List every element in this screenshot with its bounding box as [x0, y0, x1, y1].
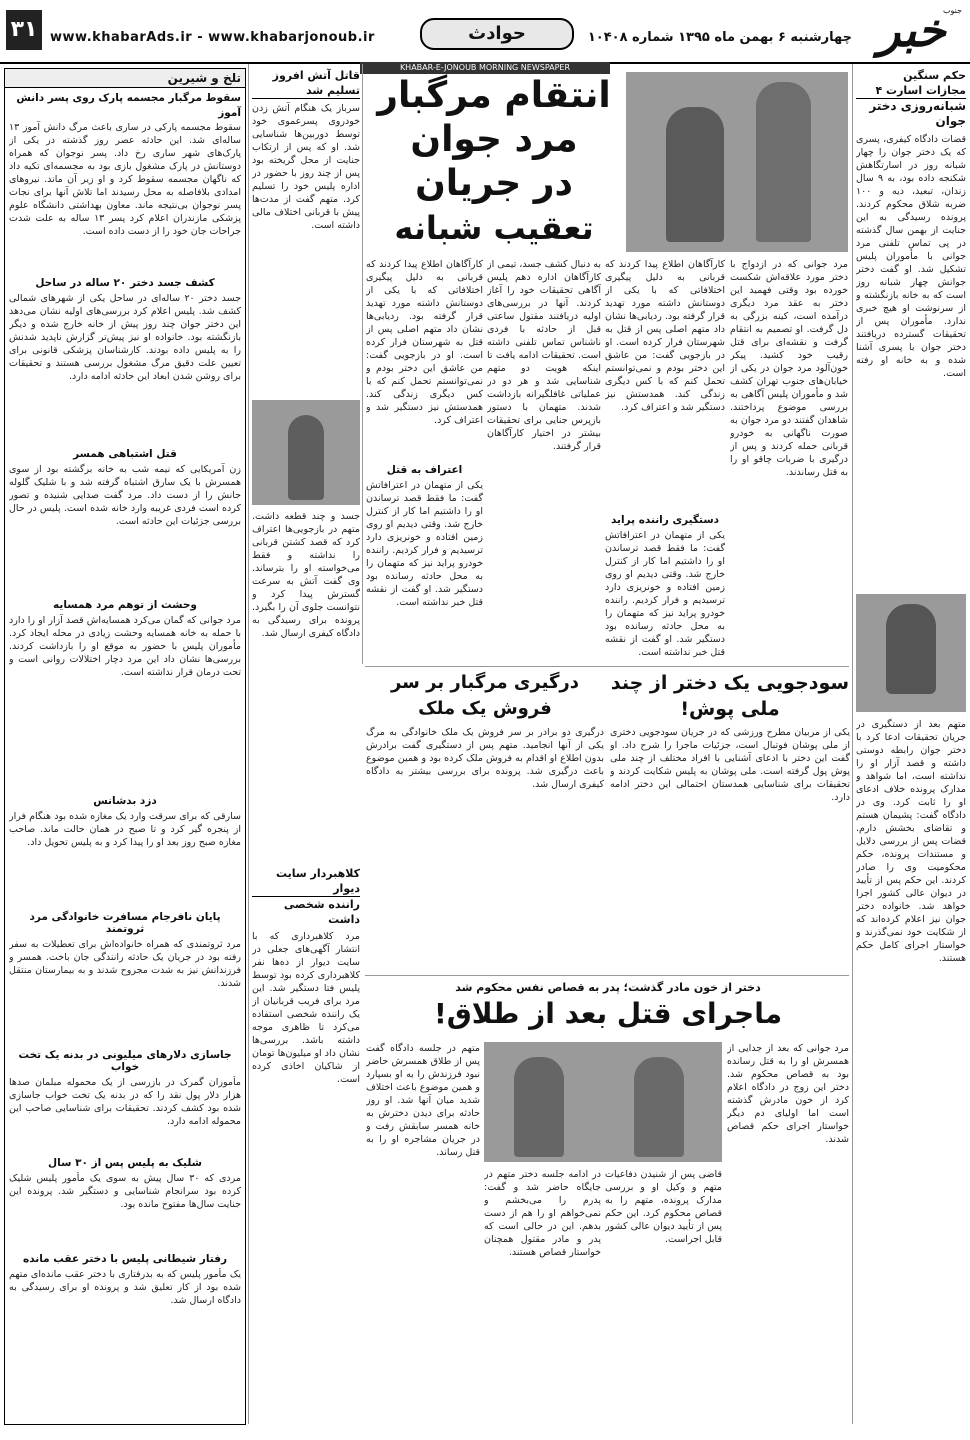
dateline: چهارشنبه ۶ بهمن ماه ۱۳۹۵ شماره ۱۰۴۰۸ — [587, 30, 852, 45]
logo-subtitle: جنوب — [942, 6, 962, 15]
brief-body: مرد جوانی که گمان می‌کرد همسایه‌اش قصد آزار او را دارد با حمله به خانه همسایه وحشت زیادی در محله ایجاد کرد. مأموران پلیس با حضور به موقع او را بازداشت کردند. بررسی‌ها نشان داد این مرد دچار اختلالات روانی است و تحت درمان قرار نداشته است. — [9, 615, 241, 678]
main-subhead: اعتراف به قتل — [386, 464, 463, 476]
brief-headline: پایان نافرجام مسافرت خانوادگی مرد ثروتمند — [29, 911, 221, 935]
main-headline-line: انتقام مرگبار — [377, 75, 611, 116]
horizontal-rule — [365, 666, 849, 667]
main-body-text: کارآگاهان اطلاع پیدا کردند که قربانی به دلیل پیگیری اختلافاتی که با یکی از دوستانش داشته مورد تهدید قرار گرفته بود. ردیابی‌ها نشان داد متهم اصلی پس از قتل به شهرستان فرار کرده است. او در بازجویی گفت: من عاشق این دختر بودم و نمی‌توانستم تحمل کنم که با کس دیگری زندگی کند. همدستش نیز دستگیر شد و اعتراف کرد. — [605, 259, 725, 413]
dargiri-story — [366, 670, 604, 970]
brief-body: مردی که ۳۰ سال پیش به سوی یک مأمور پلیس شلیک کرده بود سرانجام شناسایی و دستگیر شد. پرونده این جنایت سال‌ها مفتوح مانده بود. — [9, 1173, 241, 1210]
right-headline: شبانه‌روزی دختر جوان — [869, 99, 966, 128]
right-body-2: متهم بعد از دستگیری در جریان تحقیقات ادعا کرد با دختر جوان رابطه دوستی داشته و قصد آزار او را نداشته است، اما شواهد و مدارک پرونده خلاف ادعای او را ثابت کرد. وی در دادگاه گفت: پشیمان هستم و تقاضای بخشش دارم. قضات پس از بررسی دلایل و مستندات پرونده، حکم محکومیت وی را صادر کردند. این حکم پس از تأیید در دیوان عالی کشور اجرا خواهد شد. خانواده دختر جوان نیز اعلام کرده‌اند که از شکایت خود نمی‌گذرند و خواستار اجرای کامل حکم هستند. — [856, 719, 966, 964]
brief-body: مأموران گمرک در بازرسی از یک محموله مبلمان صدها هزار دلار پول نقد را که در بدنه یک تخت خواب جاسازی شده بود کشف کردند. تحقیقات برای شناسایی صاحب این محموله ادامه دارد. — [9, 1077, 241, 1127]
sodjooyi-story — [610, 670, 850, 970]
talagh-body: در ادامه جلسه دختر متهم در جایگاه حاضر شد و گفت: پدرم را می‌بخشم و نمی‌خواهم او را هم از دست بدهم. این در حالی است که پدر و مادر مقتول همچنان خواستار قصاص هستند. — [484, 1169, 601, 1258]
main-headline-line: مرد جوان — [410, 119, 578, 160]
suspects-photo — [626, 72, 848, 252]
suspect-photo — [252, 400, 360, 505]
court-figure — [634, 1057, 684, 1157]
suspect-figure — [666, 107, 724, 242]
newspaper-logo: خبر — [878, 3, 946, 57]
main-body-col: به دنبال کشف جسد، تیمی از کارآگاهان اداره دهم پلیس آگاهی تحقیقات خود را آغاز کردند. آنها در بررسی‌های اولیه دریافتند مقتول ساعتی قبل از حادثه با فردی ناشناس تماس تلفنی داشته است. تحقیقات ادامه یافت تا اینکه هویت دو متهم شناسایی شد و هر دو در عملیاتی غافلگیرانه بازداشت شدند. متهمان با دستور بازپرس جنایی برای تحقیقات بیشتر در اختیار کارآگاهان قرار گرفتند. — [487, 259, 601, 452]
main-headline-line: تعقیب شبانه — [394, 209, 594, 247]
brief-headline: شلیک به پلیس پس از ۳۰ سال — [48, 1157, 202, 1169]
main-subhead: دستگیری راننده پراید — [610, 514, 720, 526]
court-photo — [484, 1042, 722, 1162]
talagh-headline: ماجرای قتل بعد از طلاق! — [433, 997, 783, 1030]
page-number: ۳۱ — [6, 10, 42, 50]
column-rule — [852, 64, 853, 1424]
masthead — [0, 0, 970, 64]
fire-story-headline-2: تسلیم شد — [252, 83, 360, 99]
english-band: KHABAR-E-JONOUB MORNING NEWSPAPER — [360, 62, 610, 74]
section-title: حوادث — [420, 18, 574, 50]
prisoner-photo — [856, 594, 966, 712]
divar-headline: کلاهبردار سایت دیوار — [252, 866, 360, 897]
briefs-column — [4, 68, 246, 1425]
talagh-header — [366, 980, 850, 1040]
brief-body: مرد ثروتمندی که همراه خانواده‌اش برای تعطیلات به سفر رفته بود در جریان یک حادثه رانندگی جان باخت. همسر و فرزندانش نیز به شدت مجروح شدند و به بیمارستان منتقل شدند. — [9, 939, 241, 989]
brief-headline: رفتار شیطانی پلیس با دختر عقب مانده — [23, 1253, 227, 1265]
right-kicker-2: مجازات اسارت ۴ — [856, 83, 966, 99]
talagh-body: قاضی پس از شنیدن دفاعیات متهم و وکیل او و بررسی مدارک پرونده، متهم را به قصاص محکوم کرد. این حکم پس از تأیید دیوان عالی کشور قابل اجراست. — [605, 1169, 722, 1245]
column-rule — [362, 64, 363, 664]
brief-body: یک مأمور پلیس که به بدرفتاری با دختر عقب مانده‌ای متهم شده بود از کار تعلیق شد و پرونده او برای رسیدگی به دادگاه ارسال شد. — [9, 1269, 241, 1306]
brief-headline: قتل اشتباهی همسر — [73, 448, 177, 460]
website-urls: www.khabarAds.ir - www.khabarjonoub.ir — [50, 30, 375, 45]
court-figure — [514, 1057, 564, 1157]
right-kicker: حکم سنگین — [903, 69, 966, 82]
suspect-figure — [756, 82, 811, 242]
seated-figure — [886, 604, 936, 694]
main-headline — [366, 74, 622, 252]
talagh-body: متهم در جلسه دادگاه گفت پس از طلاق همسرش حاضر نبود فرزندش را به او بسپارد و همین موضوع باعث اختلاف شدید میان آنها شد. او روز حادثه برای دیدن دخترش به خانه همسر سابقش رفت و در جریان مشاجره او را به قتل رساند. — [366, 1043, 480, 1158]
fire-story-body: سرباز یک هنگام آتش زدن خودروی پسرعموی خود توسط دوربین‌ها شناسایی شد. او که پس از ارتکاب جنایت از محل گریخته بود پس از چند روز با حضور در اداره پلیس خود را تسلیم کرد. متهم گفت از مدت‌ها پیش با قربانی اختلاف مالی داشته است. — [252, 103, 360, 231]
brief-body: جسد دختر ۲۰ ساله‌ای در ساحل یکی از شهرهای شمالی کشف شد. پلیس اعلام کرد بررسی‌های اولیه نشان می‌دهد این دختر جوان چند روز پیش از خانه خارج شده و دیگر بازنگشته بود. خانواده او نیز پیش‌تر گزارش ناپدید شدنش را به پلیس داده بودند. کارشناسان پزشکی قانونی برای تعیین علت دقیق مرگ مشغول بررسی هستند و تحقیقات برای روشن شدن ابعاد این حادثه ادامه دارد. — [9, 293, 241, 382]
main-body-text: یکی از متهمان در اعترافاتش گفت: ما فقط قصد ترساندن او را داشتیم اما کار از کنترل خارج شد. وقتی دیدیم او روی زمین افتاده و خونریزی دارد ترسیدیم و فرار کردیم. راننده خودرو پراید نیز که متهمان را به محل حادثه رسانده بود دستگیر شد. او گفت از نقشه قتل خبر نداشته است. — [366, 480, 483, 608]
divar-story — [252, 866, 360, 1422]
fire-story-headline: قاتل آتش افروز — [272, 69, 360, 82]
fire-story-body-2: جسد و چند قطعه داشت. متهم در بازجویی‌ها اعتراف کرد که قصد کشتن قربانی را نداشته و فقط می‌خواسته او را بترساند. وی گفت آتش به سرعت گسترش پیدا کرد و نتوانست جلوی آن را بگیرد. پرونده برای رسیدگی به دادگاه کیفری ارسال شد. — [252, 511, 360, 639]
brief-body: سقوط مجسمه پارکی در ساری باعث مرگ دانش آموز ۱۳ ساله‌ای شد. این حادثه عصر روز گذشته در یکی از پارک‌های شهر ساری رخ داد. پسر نوجوان که همراه دوستانش در پارک مشغول بازی بود به مجسمه‌ای تکیه داد که ناگهان مجسمه سقوط کرد و او زیر آن ماند. نیروهای امدادی بلافاصله به محل رسیدند اما تلاش آنها برای نجات پسر نوجوان بی‌نتیجه ماند. معاون بهداشتی دانشگاه علوم پزشکی مازندران اعلام کرد پسر ۱۳ ساله به علت شدت جراحات جان خود را از دست داده است. — [9, 122, 241, 237]
horizontal-rule — [365, 975, 849, 976]
sodjooyi-headline: سودجویی یک دختر از چند ملی پوش! — [610, 672, 850, 720]
brief-body: سارقی که برای سرقت وارد یک مغازه شده بود هنگام فرار از پنجره گیر کرد و تا صبح در همان حالت ماند. صاحب مغازه صبح روز بعد او را پیدا کرد و به پلیس تحویل داد. — [9, 811, 241, 848]
brief-body: زن آمریکایی که نیمه شب به خانه برگشته بود از سوی همسرش با یک سارق اشتباه گرفته شد و با شلیک گلوله جانش را از دست داد. مرد گفت صدایی شنیده و تصور کرده است فردی غریبه وارد خانه شده است. پلیس در حال بررسی جزئیات این حادثه است. — [9, 464, 241, 527]
divar-headline-2: راننده شخصی داشت — [283, 898, 360, 926]
main-body-text: کارآگاهان اطلاع پیدا کردند که قربانی به دلیل پیگیری اختلافاتی که با یکی از دوستانش داشته مورد تهدید قرار گرفته بود. ردیابی‌ها نشان داد متهم اصلی پس از قتل به شهرستان فرار کرده است. او در بازجویی گفت: من عاشق این دختر بودم و نمی‌توانستم تحمل کنم که با کس دیگری زندگی کند. همدستش نیز دستگیر شد و اعتراف کرد. — [366, 259, 483, 426]
talagh-kicker: دختر از خون مادر گذشت؛ پدر به قصاص نفس محکوم شد — [455, 981, 761, 994]
divar-body: مرد کلاهبرداری که با انتشار آگهی‌های جعلی در سایت دیوار از ده‌ها نفر کلاهبرداری کرده بود توسط پلیس فتا دستگیر شد. این مرد برای فریب قربانیان از یک راننده شخصی استفاده می‌کرد تا ظاهری موجه داشته باشد. بررسی‌ها نشان داد او میلیون‌ها تومان از شاکیان اخاذی کرده است. — [252, 931, 360, 1085]
brief-headline: کشف جسد دختر ۲۰ ساله در ساحل — [35, 277, 215, 289]
main-body-col — [605, 258, 725, 663]
brief-headline: وحشت از توهم مرد همسایه — [53, 599, 197, 611]
brief-headline: سقوط مرگبار مجسمه پارک روی پسر دانش آموز — [16, 92, 241, 119]
column-rule — [248, 64, 249, 1424]
suspect-figure — [288, 415, 324, 500]
talagh-body: مرد جوانی که بعد از جدایی از همسرش او را به قتل رسانده بود به قصاص محکوم شد. دختر این زوج در دادگاه اعلام کرد از خون مادرش گذشته است اما اولیای دم دیگر خواستار اجرای حکم قصاص شدند. — [727, 1043, 849, 1145]
dargiri-body: درگیری دو برادر بر سر فروش یک ملک خانوادگی به مرگ یکی از آنها انجامید. متهم پس از دستگیری گفت برادرش بدون اطلاع او اقدام به فروش ملک کرده بود و همین موضوع باعث درگیری شد. پرونده برای بررسی بیشتر به دادگاه کیفری ارسال شد. — [366, 727, 604, 790]
main-body-col — [366, 258, 483, 663]
sodjooyi-body: یکی از مربیان مطرح ورزشی که در جریان سودجویی دختری از ملی پوشان فوتبال است، جزئیات ماجرا را شرح داد. او گفت این دختر با ادعای آشنایی با افراد مختلف از چند ملی پوش پول گرفته است. ملی پوشان به پلیس شکایت کردند و تحقیقات برای شناسایی همدستان احتمالی این دختر ادامه دارد. — [610, 727, 850, 803]
main-body-col: مرد جوانی که در ازدواج با دختر مورد علاقه‌اش شکست خورده بود وقتی فهمید این دختر به عقد مرد دیگری درآمده است، کینه بزرگی به دل گرفت. او تصمیم به انتقام گرفت و نقشه‌ای برای قتل رقیب خود کشید. پیکر خون‌آلود مرد جوان در یکی از خیابان‌های جنوب تهران کشف شد و مأموران پلیس آگاهی به بررسی موضوع پرداختند. شاهدان گفتند دو مرد جوان به صورت ناگهانی به خودرو قربانی حمله کردند و پس از درگیری با ضربات چاقو او را به قتل رساندند. — [730, 259, 848, 478]
brief-headline: جاسازی دلارهای میلیونی در بدنه یک تخت خواب — [18, 1049, 232, 1073]
main-body-text: یکی از متهمان در اعترافاتش گفت: ما فقط قصد ترساندن او را داشتیم اما کار از کنترل خارج شد. وقتی دیدیم او روی زمین افتاده و خونریزی دارد ترسیدیم و فرار کردیم. راننده خودرو پراید نیز که متهمان را به محل حادثه رسانده بود دستگیر شد. او گفت از نقشه قتل خبر نداشته است. — [605, 530, 725, 658]
fire-story — [252, 68, 360, 398]
right-body: قضات دادگاه کیفری، پسری که یک دختر جوان را چهار شبانه روز در اسارتگاهش شکنجه داده بود، به ۹ سال زندان، تبعید، دیه و ۱۰۰ ضربه شلاق محکوم کردند. پرونده رسیدگی به این جنایت از بهمن سال گذشته در پی تماس تلفنی مرد جوانی با مأموران پلیس تشکیل شد. او گفت دختر جوانش چهار شبانه روز است که به خانه بازنگشته و از سرنوشت او هیچ خبری ندارد. مأموران پس از تحقیقات گسترده دریافتند دختر جوان با پسری آشنا شده و به خانه او رفته است. — [856, 134, 966, 379]
brief-headline: دزد بدشانس — [93, 795, 157, 807]
right-column — [856, 68, 966, 1423]
briefs-header: تلخ و شیرین — [5, 69, 245, 88]
dargiri-headline: درگیری مرگبار بر سر فروش یک ملک — [390, 672, 580, 719]
main-headline-line: در جریان — [415, 163, 573, 204]
